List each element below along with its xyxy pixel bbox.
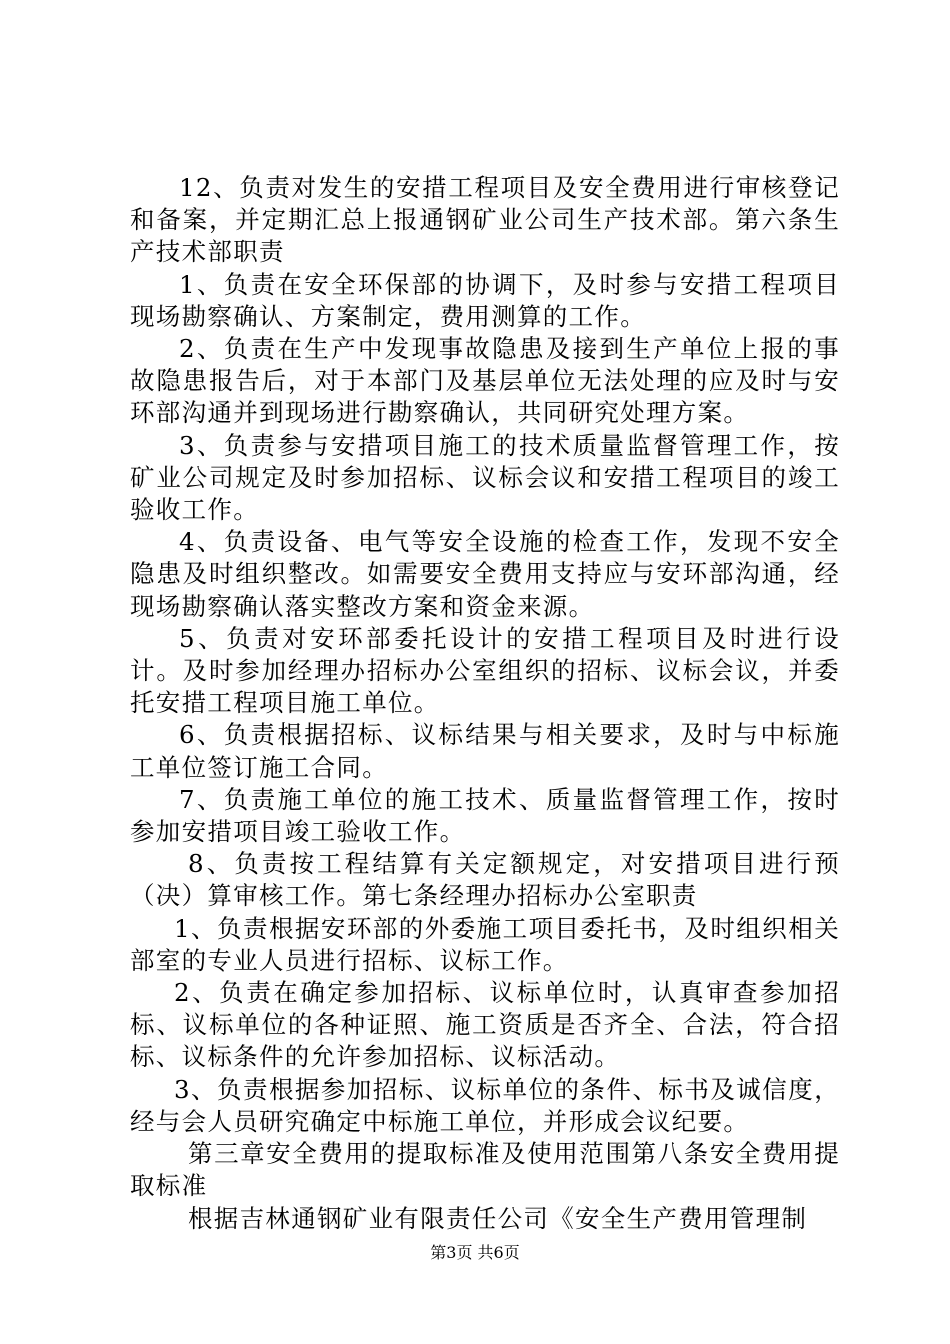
document-body: [130, 172, 840, 1235]
paragraph-item-1-b: 1、负责根据安环部的外委施工项目委托书，及时组织相关部室的专业人员进行招标、议标工作。: [130, 913, 840, 975]
paragraph-item-12: 12、负责对发生的安措工程项目及安全费用进行审核登记和备案，并定期汇总上报通钢矿业公司生产技术部。第六条生产技术部职责: [130, 173, 840, 267]
paragraph-item-2: 2、负责在生产中发现事故隐患及接到生产单位上报的事故隐患报告后，对于本部门及基层单位无法处理的应及时与安环部沟通并到现场进行勘察确认，共同研究处理方案。: [130, 334, 840, 428]
paragraph-item-1: 1、负责在安全环保部的协调下，及时参与安措工程项目现场勘察确认、方案制定，费用测算的工作。: [130, 269, 840, 331]
paragraph-item-2-b: 2、负责在确定参加招标、议标单位时，认真审查参加招标、议标单位的各种证照、施工资质是否齐全、合法，符合招标、议标条件的允许参加招标、议标活动。: [130, 978, 840, 1072]
page-footer: 第3页 共6页: [430, 1243, 520, 1262]
paragraph-item-6: 6、负责根据招标、议标结果与相关要求，及时与中标施工单位签订施工合同。: [130, 720, 840, 782]
paragraph-item-4: 4、负责设备、电气等安全设施的检查工作，发现不安全隐患及时组织整改。如需要安全费用支持应与安环部沟通，经现场勘察确认落实整改方案和资金来源。: [130, 527, 840, 621]
paragraph-item-3: 3、负责参与安措项目施工的技术质量监督管理工作，按矿业公司规定及时参加招标、议标会议和安措工程项目的竣工验收工作。: [130, 430, 840, 525]
paragraph-item-8: 8、负责按工程结算有关定额规定，对安措项目进行预（决）算审核工作。第七条经理办招标办公室职责: [130, 849, 840, 911]
paragraph-continuation: 根据吉林通钢矿业有限责任公司《安全生产费用管理制: [188, 1203, 808, 1233]
paragraph-item-7: 7、负责施工单位的施工技术、质量监督管理工作，按时参加安措项目竣工验收工作。: [130, 784, 840, 847]
chapter-heading: 第三章安全费用的提取标准及使用范围第八条安全费用提取标准: [130, 1139, 840, 1201]
paragraph-item-3-b: 3、负责根据参加招标、议标单位的条件、标书及诚信度，经与会人员研究确定中标施工单位，并形成会议纪要。: [130, 1074, 840, 1136]
paragraph-item-5: 5、负责对安环部委托设计的安措工程项目及时进行设计。及时参加经理办招标办公室组织的招标、议标会议，并委托安措工程项目施工单位。: [130, 623, 840, 718]
